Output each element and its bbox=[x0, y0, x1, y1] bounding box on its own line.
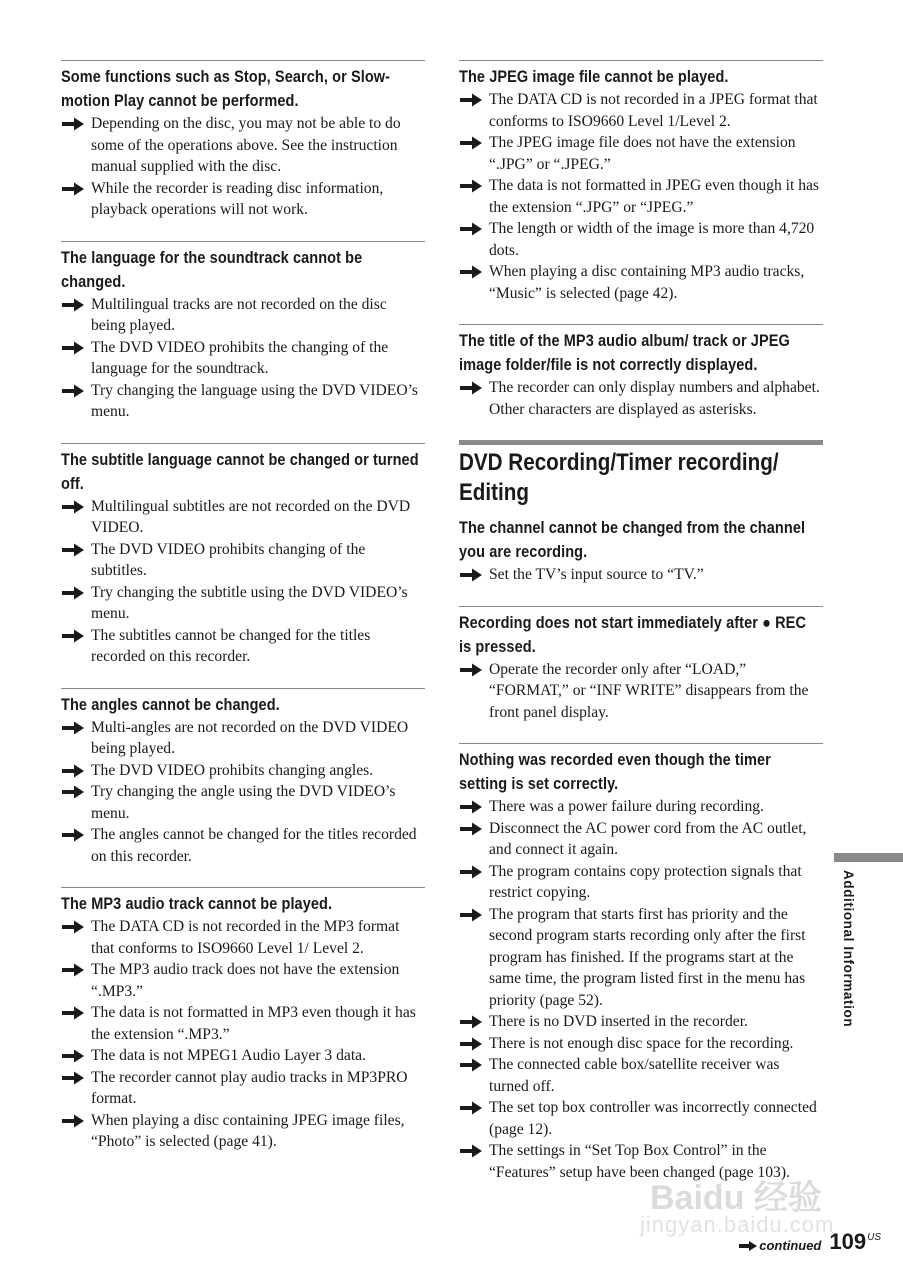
solution-list bbox=[459, 89, 823, 304]
solution-text: There was a power failure during recording. bbox=[489, 798, 764, 815]
continued-arrow-icon bbox=[739, 1241, 757, 1251]
chapter-title-block bbox=[459, 440, 823, 508]
solution-text: The angles cannot be changed for the titles recorded on this recorder. bbox=[91, 826, 417, 865]
solution-item bbox=[61, 178, 425, 221]
troubleshooting-section bbox=[459, 60, 823, 304]
bullet-arrow-icon bbox=[61, 341, 85, 355]
solution-item bbox=[459, 1097, 823, 1140]
solution-list bbox=[61, 113, 425, 221]
solution-list bbox=[61, 717, 425, 868]
solution-item bbox=[61, 113, 425, 178]
section-heading: The JPEG image file cannot be played. bbox=[459, 68, 729, 86]
troubleshooting-section bbox=[61, 688, 425, 868]
solution-text: The program that starts first has priority and the second program starts recording only after the first program has finished. If the programs start at the same time, the program listed first in the menu has priority (page 52). bbox=[489, 905, 806, 1009]
bullet-arrow-icon bbox=[459, 865, 483, 879]
bullet-arrow-icon bbox=[61, 1071, 85, 1085]
solution-text: Disconnect the AC power cord from the AC outlet, and connect it again. bbox=[489, 819, 807, 858]
bullet-arrow-icon bbox=[61, 298, 85, 312]
bullet-arrow-icon bbox=[61, 543, 85, 557]
bullet-arrow-icon bbox=[459, 179, 483, 193]
solution-item bbox=[459, 659, 823, 724]
solution-item bbox=[459, 89, 823, 132]
solution-list bbox=[61, 496, 425, 668]
solution-text: The MP3 audio track does not have the extension “.MP3.” bbox=[91, 961, 400, 1000]
solution-item bbox=[459, 861, 823, 904]
solution-text: The DVD VIDEO prohibits changing of the subtitles. bbox=[91, 540, 366, 579]
solution-item bbox=[61, 959, 425, 1002]
bullet-arrow-icon bbox=[61, 1049, 85, 1063]
troubleshooting-section bbox=[459, 324, 823, 420]
solution-text: Operate the recorder only after “LOAD,” “FORMAT,” or “INF WRITE” disappears from the front panel display. bbox=[489, 660, 809, 721]
side-tab-text: Additional Information bbox=[841, 870, 856, 1028]
solution-item bbox=[61, 760, 425, 782]
bullet-arrow-icon bbox=[61, 963, 85, 977]
bullet-arrow-icon bbox=[61, 920, 85, 934]
bullet-arrow-icon bbox=[459, 222, 483, 236]
solution-text: The program contains copy protection signals that restrict copying. bbox=[489, 862, 802, 901]
solution-item bbox=[61, 380, 425, 423]
page-footer bbox=[739, 1231, 881, 1253]
solution-list bbox=[459, 659, 823, 724]
solution-item bbox=[459, 818, 823, 861]
bullet-arrow-icon bbox=[459, 1101, 483, 1115]
solution-text: The subtitles cannot be changed for the titles recorded on this recorder. bbox=[91, 626, 371, 665]
solution-text: Try changing the subtitle using the DVD VIDEO’s menu. bbox=[91, 583, 408, 622]
bullet-arrow-icon bbox=[61, 721, 85, 735]
solution-item bbox=[459, 132, 823, 175]
page-region-suffix: US bbox=[867, 1232, 881, 1243]
watermark-url: jingyan.baidu.com bbox=[640, 1212, 835, 1237]
solution-item bbox=[459, 1033, 823, 1055]
section-heading: The subtitle language cannot be changed or turned off. bbox=[61, 450, 419, 493]
bullet-arrow-icon bbox=[459, 265, 483, 279]
bullet-arrow-icon bbox=[61, 629, 85, 643]
bullet-arrow-icon bbox=[61, 785, 85, 799]
solution-item bbox=[61, 1067, 425, 1110]
page-number: 109 bbox=[829, 1229, 867, 1254]
solution-item bbox=[459, 564, 823, 586]
bullet-arrow-icon bbox=[459, 663, 483, 677]
solution-item bbox=[61, 539, 425, 582]
first-subsection bbox=[459, 516, 823, 586]
chapter-title: DVD Recording/Timer recording/ Editing bbox=[459, 449, 779, 506]
solution-item bbox=[459, 377, 823, 420]
left-column bbox=[61, 60, 425, 1173]
solution-item bbox=[61, 717, 425, 760]
solution-text: The recorder cannot play audio tracks in MP3PRO format. bbox=[91, 1068, 408, 1107]
bullet-arrow-icon bbox=[459, 1015, 483, 1029]
solution-item bbox=[459, 261, 823, 304]
solution-text: The DATA CD is not recorded in a JPEG format that conforms to ISO9660 Level 1/Level 2. bbox=[489, 91, 818, 130]
bullet-arrow-icon bbox=[61, 828, 85, 842]
solution-text: While the recorder is reading disc information, playback operations will not work. bbox=[91, 179, 384, 218]
bullet-arrow-icon bbox=[61, 764, 85, 778]
solution-text: Try changing the angle using the DVD VIDEO’s menu. bbox=[91, 783, 396, 822]
section-heading: The title of the MP3 audio album/ track or JPEG image folder/file is not correctly displayed. bbox=[459, 332, 790, 374]
bullet-arrow-icon bbox=[61, 500, 85, 514]
bullet-arrow-icon bbox=[61, 1114, 85, 1128]
bullet-arrow-icon bbox=[61, 117, 85, 131]
side-tab-label bbox=[836, 870, 860, 1030]
bullet-arrow-icon bbox=[459, 1058, 483, 1072]
solution-item bbox=[459, 796, 823, 818]
solution-text: The length or width of the image is more than 4,720 dots. bbox=[489, 220, 815, 259]
solution-item bbox=[61, 1110, 425, 1153]
solution-item bbox=[459, 1054, 823, 1097]
solution-text: The recorder can only display numbers and alphabet. Other characters are displayed as asterisks. bbox=[489, 379, 820, 418]
solution-text: Set the TV’s input source to “TV.” bbox=[489, 566, 704, 583]
solution-text: There is not enough disc space for the recording. bbox=[489, 1034, 794, 1052]
solution-item bbox=[459, 218, 823, 261]
section-heading: Some functions such as Stop, Search, or Slow-motion Play cannot be performed. bbox=[61, 68, 391, 110]
continued-indicator bbox=[739, 1238, 821, 1253]
solution-text: The data is not formatted in JPEG even though it has the extension “.JPG” or “JPEG.” bbox=[489, 177, 820, 216]
solution-item bbox=[61, 625, 425, 668]
troubleshooting-section bbox=[459, 606, 823, 724]
solution-item bbox=[61, 582, 425, 625]
bullet-arrow-icon bbox=[459, 1144, 483, 1158]
solution-item bbox=[61, 916, 425, 959]
bullet-arrow-icon bbox=[459, 822, 483, 836]
troubleshooting-section bbox=[459, 743, 823, 1183]
section-heading: Recording does not start immediately after ● REC is pressed. bbox=[459, 613, 807, 656]
solution-text: When playing a disc containing JPEG image files, “Photo” is selected (page 41). bbox=[91, 1111, 405, 1150]
troubleshooting-section bbox=[61, 887, 425, 1153]
solution-item bbox=[61, 337, 425, 380]
solution-item bbox=[459, 175, 823, 218]
section-heading: The channel cannot be changed from the channel you are recording. bbox=[459, 519, 806, 561]
solution-text: The DATA CD is not recorded in the MP3 format that conforms to ISO9660 Level 1/ Level 2. bbox=[91, 918, 400, 957]
solution-list bbox=[459, 564, 823, 586]
bullet-arrow-icon bbox=[459, 136, 483, 150]
bullet-arrow-icon bbox=[459, 381, 483, 395]
solution-item bbox=[459, 1011, 823, 1033]
troubleshooting-section bbox=[61, 60, 425, 221]
bullet-arrow-icon bbox=[61, 384, 85, 398]
solution-text: The DVD VIDEO prohibits the changing of the language for the soundtrack. bbox=[91, 338, 389, 377]
section-heading: The angles cannot be changed. bbox=[61, 695, 280, 714]
solution-text: Depending on the disc, you may not be able to do some of the operations above. See the instruction manual supplied with the disc. bbox=[91, 115, 401, 175]
solution-item bbox=[61, 1045, 425, 1067]
solution-item bbox=[61, 294, 425, 337]
solution-text: Multilingual subtitles are not recorded on the DVD VIDEO. bbox=[91, 497, 411, 536]
solution-list bbox=[61, 916, 425, 1153]
solution-text: When playing a disc containing MP3 audio tracks, “Music” is selected (page 42). bbox=[489, 263, 805, 302]
solution-list bbox=[459, 377, 823, 420]
solution-item bbox=[61, 781, 425, 824]
troubleshooting-section bbox=[459, 516, 823, 586]
solution-text: The DVD VIDEO prohibits changing angles. bbox=[91, 761, 374, 779]
right-column bbox=[459, 60, 823, 1203]
side-tab-bar bbox=[834, 853, 903, 862]
right-bottom-sections bbox=[459, 606, 823, 1184]
right-top-sections bbox=[459, 60, 823, 420]
bullet-arrow-icon bbox=[459, 800, 483, 814]
section-heading: The MP3 audio track cannot be played. bbox=[61, 895, 333, 913]
bullet-arrow-icon bbox=[61, 182, 85, 196]
solution-text: The set top box controller was incorrectly connected (page 12). bbox=[489, 1099, 817, 1138]
bullet-arrow-icon bbox=[61, 586, 85, 600]
solution-item bbox=[61, 1002, 425, 1045]
section-heading: The language for the soundtrack cannot be changed. bbox=[61, 248, 363, 291]
solution-text: Multilingual tracks are not recorded on the disc being played. bbox=[91, 295, 387, 334]
solution-list bbox=[459, 796, 823, 1183]
bullet-arrow-icon bbox=[459, 568, 483, 582]
continued-text: continued bbox=[759, 1238, 822, 1253]
solution-item bbox=[459, 904, 823, 1012]
solution-text: The connected cable box/satellite receiver was turned off. bbox=[489, 1056, 780, 1095]
solution-text: Try changing the language using the DVD VIDEO’s menu. bbox=[91, 381, 418, 420]
troubleshooting-section bbox=[61, 241, 425, 423]
bullet-arrow-icon bbox=[459, 93, 483, 107]
watermark-logo: Baidu 经验 bbox=[650, 1179, 822, 1217]
bullet-arrow-icon bbox=[61, 1006, 85, 1020]
bullet-arrow-icon bbox=[459, 1037, 483, 1051]
solution-text: The data is not MPEG1 Audio Layer 3 data. bbox=[91, 1047, 366, 1064]
solution-item bbox=[61, 824, 425, 867]
solution-text: There is no DVD inserted in the recorder. bbox=[489, 1013, 748, 1030]
troubleshooting-section bbox=[61, 443, 425, 668]
solution-item bbox=[61, 496, 425, 539]
solution-text: The data is not formatted in MP3 even though it has the extension “.MP3.” bbox=[91, 1004, 416, 1043]
solution-text: The JPEG image file does not have the extension “.JPG” or “.JPEG.” bbox=[489, 134, 796, 173]
solution-text: Multi-angles are not recorded on the DVD VIDEO being played. bbox=[91, 718, 409, 757]
solution-text: The settings in “Set Top Box Control” in the “Features” setup have been changed (page 103). bbox=[489, 1142, 790, 1181]
section-heading: Nothing was recorded even though the timer setting is set correctly. bbox=[459, 751, 771, 793]
solution-list bbox=[61, 294, 425, 423]
bullet-arrow-icon bbox=[459, 908, 483, 922]
